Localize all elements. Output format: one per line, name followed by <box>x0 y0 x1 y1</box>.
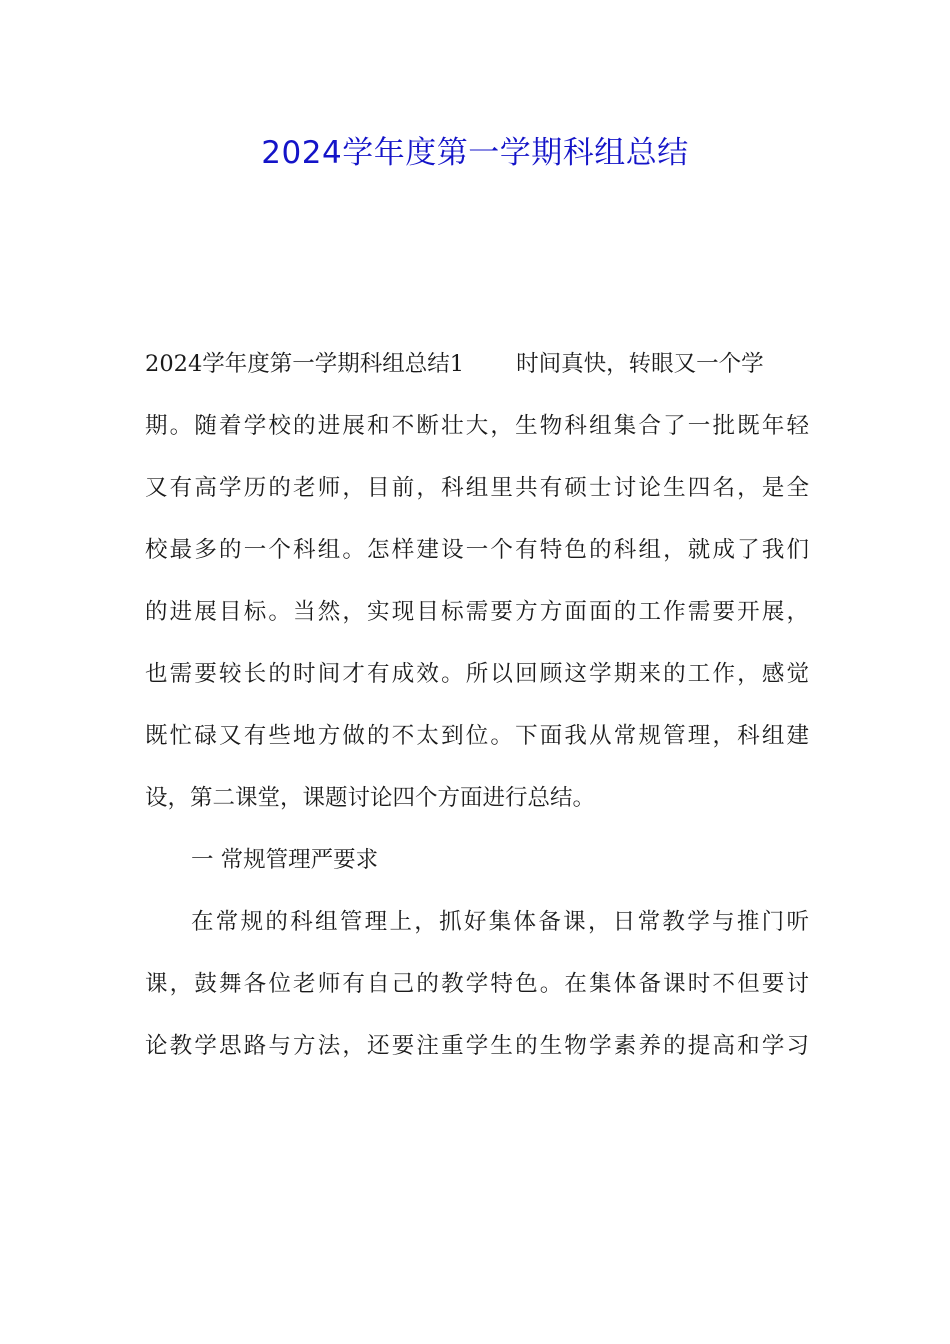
document-title: 2024学年度第一学期科组总结 <box>261 135 689 171</box>
section-line: 论教学思路与方法，还要注重学生的生物学素养的提高和学习 <box>145 1033 809 1059</box>
intro-line: 的进展目标。当然，实现目标需要方方面面的工作需要开展， <box>145 599 809 625</box>
document-body <box>145 333 809 1077</box>
intro-lead: 2024学年度第一学期科组总结1 <box>145 351 465 377</box>
section-line: 课，鼓舞各位老师有自己的教学特色。在集体备课时不但要讨 <box>145 971 809 997</box>
intro-line: 又有高学历的老师，目前，科组里共有硕士讨论生四名，是全 <box>145 475 809 501</box>
intro-line: 期。随着学校的进展和不断壮大，生物科组集合了一批既年轻 <box>145 413 809 439</box>
intro-line: 校最多的一个科组。怎样建设一个有特色的科组，就成了我们 <box>145 537 809 563</box>
intro-first-line <box>145 333 809 395</box>
section-line: 在常规的科组管理上，抓好集体备课，日常教学与推门听 <box>191 909 809 935</box>
intro-first-line-rest: 时间真快，转眼又一个学 <box>516 351 764 377</box>
section-heading: 一 常规管理严要求 <box>191 847 379 873</box>
intro-line: 也需要较长的时间才有成效。所以回顾这学期来的工作，感觉 <box>145 661 809 687</box>
intro-line: 既忙碌又有些地方做的不太到位。下面我从常规管理，科组建 <box>145 723 809 749</box>
intro-line: 设，第二课堂，课题讨论四个方面进行总结。 <box>145 785 596 811</box>
